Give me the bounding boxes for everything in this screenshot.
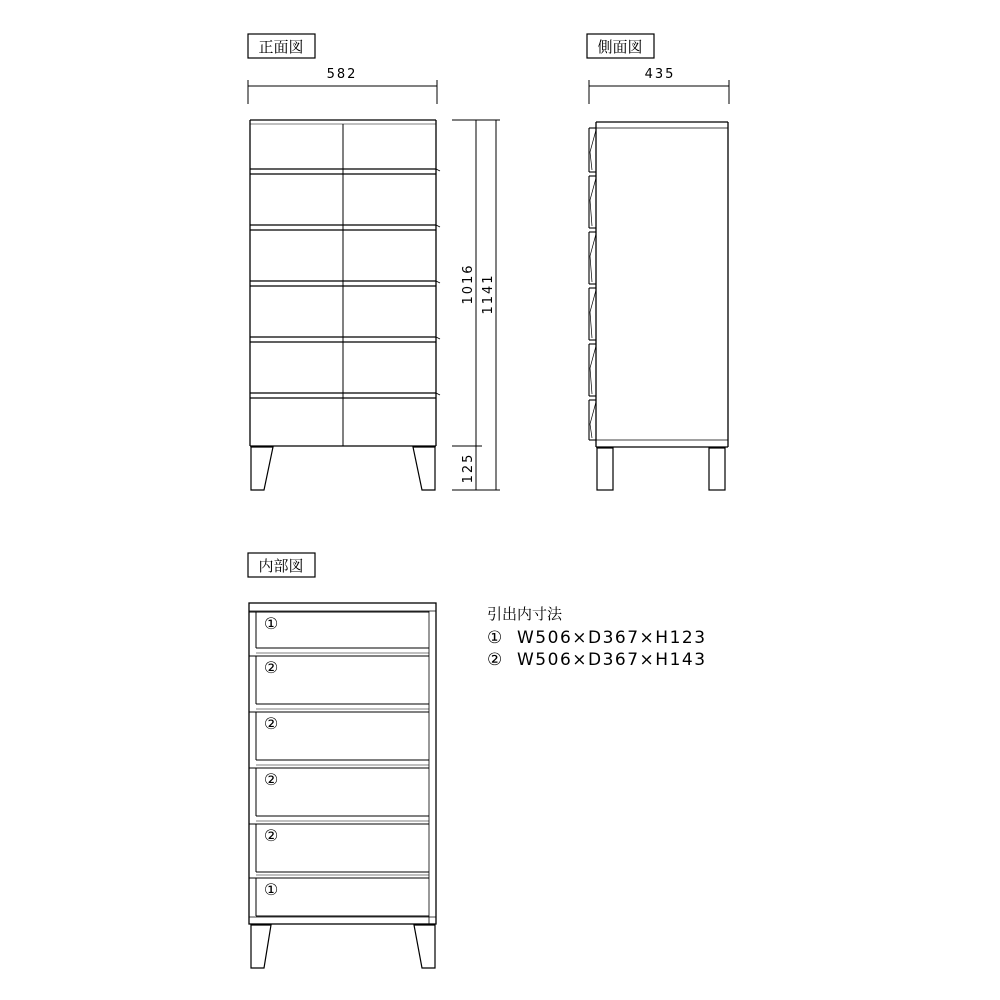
interior-drawer-label: ① <box>263 614 279 633</box>
side-drawer-front <box>589 176 596 228</box>
front-drawer-divider <box>250 169 440 174</box>
interior-drawer-label: ② <box>263 658 279 677</box>
side-drawer-front <box>589 128 596 172</box>
interior-view-title: 内部図 <box>258 557 304 575</box>
interior-drawers <box>249 612 429 916</box>
side-carcass <box>596 122 728 447</box>
front-drawer-divider <box>250 225 440 230</box>
front-right-leg <box>413 447 435 490</box>
spec-heading: 引出内寸法 <box>487 605 563 623</box>
spec-mark-2: ② <box>487 650 504 670</box>
side-view <box>587 34 729 490</box>
spec-text-2: W506×D367×H143 <box>517 650 707 670</box>
side-back-leg <box>709 448 725 490</box>
interior-drawer <box>249 765 429 816</box>
interior-drawer-label: ② <box>263 714 279 733</box>
front-left-leg <box>251 447 273 490</box>
body-height-value: 1016 <box>461 263 476 305</box>
front-drawer-divider <box>250 393 440 398</box>
side-drawer-front <box>589 400 596 440</box>
interior-drawer <box>249 612 429 648</box>
side-drawer-front <box>589 288 596 340</box>
interior-drawer <box>249 653 429 704</box>
side-depth-value: 435 <box>644 67 676 82</box>
front-view <box>248 34 500 490</box>
side-front-leg <box>597 448 613 490</box>
front-view-title: 正面図 <box>258 38 304 56</box>
interior-drawer-label: ② <box>263 770 279 789</box>
front-drawer-rows <box>250 169 440 398</box>
interior-drawer-label: ① <box>263 880 279 899</box>
interior-drawer-label: ② <box>263 826 279 845</box>
side-drawer-front <box>589 344 596 396</box>
interior-view <box>248 553 436 968</box>
drawer-spec <box>487 605 707 670</box>
side-drawer-fronts <box>589 128 596 440</box>
front-width-dimension <box>248 67 437 104</box>
front-drawer-divider <box>250 281 440 286</box>
interior-drawer <box>249 875 429 916</box>
spec-mark-1: ① <box>487 628 504 648</box>
front-drawer-divider <box>250 337 440 342</box>
side-view-title: 側面図 <box>597 38 643 56</box>
interior-drawer <box>249 709 429 760</box>
total-height-value: 1141 <box>481 273 496 315</box>
side-drawer-front <box>589 232 596 284</box>
interior-right-leg <box>414 925 435 968</box>
leg-height-value: 125 <box>461 452 476 484</box>
side-depth-dimension <box>589 67 729 104</box>
interior-drawer <box>249 821 429 872</box>
interior-carcass <box>249 603 436 924</box>
spec-text-1: W506×D367×H123 <box>517 628 707 648</box>
height-dimensions <box>452 120 500 490</box>
front-width-value: 582 <box>326 67 358 82</box>
interior-left-leg <box>251 925 271 968</box>
